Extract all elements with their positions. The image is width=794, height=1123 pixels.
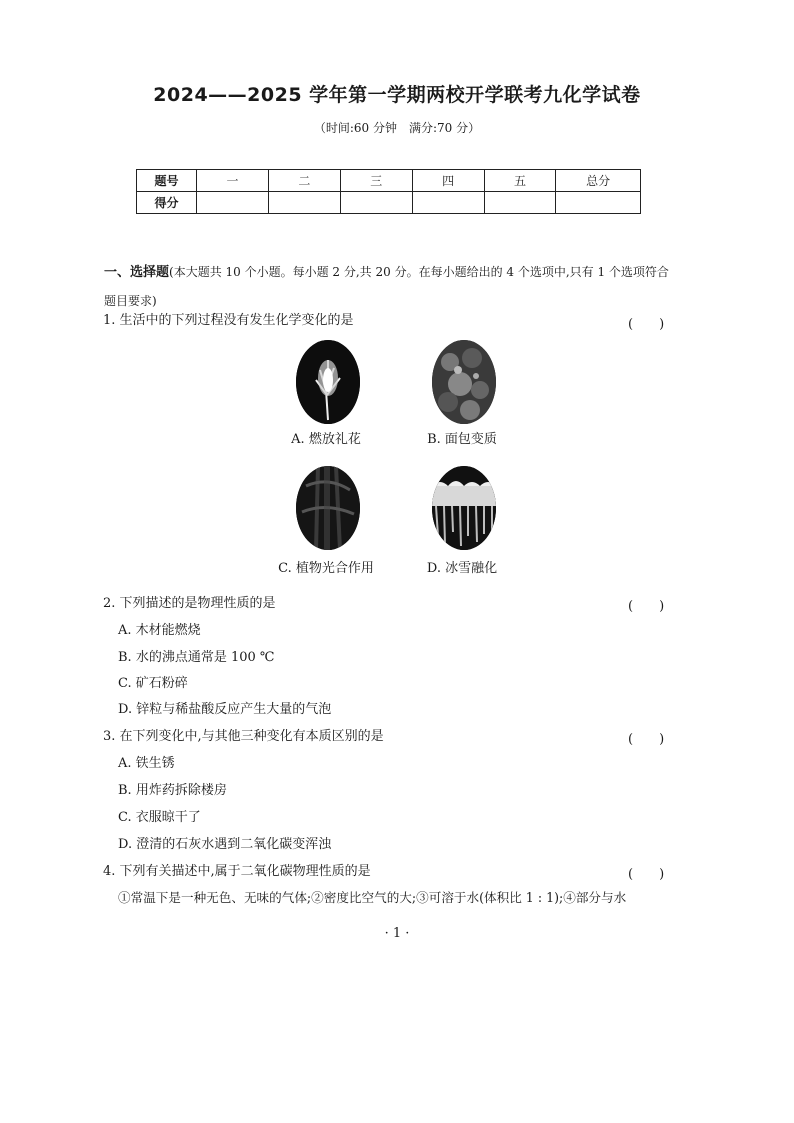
question-1-stem: 1. 生活中的下列过程没有发生化学变化的是 bbox=[103, 313, 354, 328]
q2-option-b: B. 水的沸点通常是 100 ℃ bbox=[118, 650, 275, 665]
plant-photosynthesis-image bbox=[296, 466, 360, 550]
section-note: (本大题共 10 个小题。每小题 2 分,共 20 分。在每小题给出的 4 个选项中,只有 1 个选项符合题目要求) bbox=[104, 265, 669, 308]
score-table-score-row bbox=[137, 192, 641, 214]
answer-blank-4[interactable]: ( ) bbox=[628, 867, 665, 882]
q4-text-line: ①常温下是一种无色、无味的气体;②密度比空气的大;③可溶于水(体积比 1 : 1);④部分与水 bbox=[118, 890, 627, 905]
question-2-stem: 2. 下列描述的是物理性质的是 bbox=[103, 596, 276, 611]
table-cell: 五 bbox=[484, 170, 556, 192]
q3-option-a: A. 铁生锈 bbox=[118, 756, 175, 771]
question-3-stem: 3. 在下列变化中,与其他三种变化有本质区别的是 bbox=[103, 729, 384, 744]
option-d-caption: D. 冰雪融化 bbox=[426, 561, 498, 576]
melting-ice-image bbox=[432, 466, 496, 550]
table-cell: 总分 bbox=[556, 170, 641, 192]
score-table-header-row bbox=[137, 170, 641, 192]
question-4-stem: 4. 下列有关描述中,属于二氧化碳物理性质的是 bbox=[103, 864, 371, 879]
answer-blank-1[interactable]: ( ) bbox=[628, 317, 665, 332]
answer-blank-3[interactable]: ( ) bbox=[628, 732, 665, 747]
page-number: · 1 · bbox=[384, 926, 410, 941]
table-cell: 二 bbox=[268, 170, 340, 192]
option-b-caption: B. 面包变质 bbox=[427, 432, 497, 447]
q3-option-c: C. 衣服晾干了 bbox=[118, 810, 201, 825]
answer-blank-2[interactable]: ( ) bbox=[628, 599, 665, 614]
q3-option-d: D. 澄清的石灰水遇到二氧化碳变浑浊 bbox=[118, 837, 332, 852]
q2-option-c: C. 矿石粉碎 bbox=[118, 676, 188, 691]
q2-option-a: A. 木材能燃烧 bbox=[118, 623, 201, 638]
table-cell[interactable] bbox=[268, 192, 340, 214]
table-cell: 三 bbox=[340, 170, 412, 192]
exam-info: （时间:60 分钟 满分:70 分） bbox=[313, 121, 481, 135]
table-cell: 得分 bbox=[137, 192, 197, 214]
page-title: 2024——2025 学年第一学期两校开学联考九化学试卷 bbox=[153, 84, 641, 106]
table-cell[interactable] bbox=[340, 192, 412, 214]
option-a-caption: A. 燃放礼花 bbox=[291, 432, 361, 447]
table-cell[interactable] bbox=[484, 192, 556, 214]
moldy-bread-image bbox=[432, 340, 496, 424]
table-cell: 一 bbox=[197, 170, 269, 192]
section-heading bbox=[104, 258, 674, 316]
fireworks-image bbox=[296, 340, 360, 424]
q3-option-b: B. 用炸药拆除楼房 bbox=[118, 783, 227, 798]
table-cell[interactable] bbox=[556, 192, 641, 214]
table-cell[interactable] bbox=[197, 192, 269, 214]
section-title: 一、选择题 bbox=[104, 265, 170, 280]
table-cell[interactable] bbox=[412, 192, 484, 214]
table-cell: 题号 bbox=[137, 170, 197, 192]
q2-option-d: D. 锌粒与稀盐酸反应产生大量的气泡 bbox=[118, 702, 332, 717]
option-c-caption: C. 植物光合作用 bbox=[278, 561, 374, 576]
table-cell: 四 bbox=[412, 170, 484, 192]
score-table bbox=[136, 169, 641, 214]
